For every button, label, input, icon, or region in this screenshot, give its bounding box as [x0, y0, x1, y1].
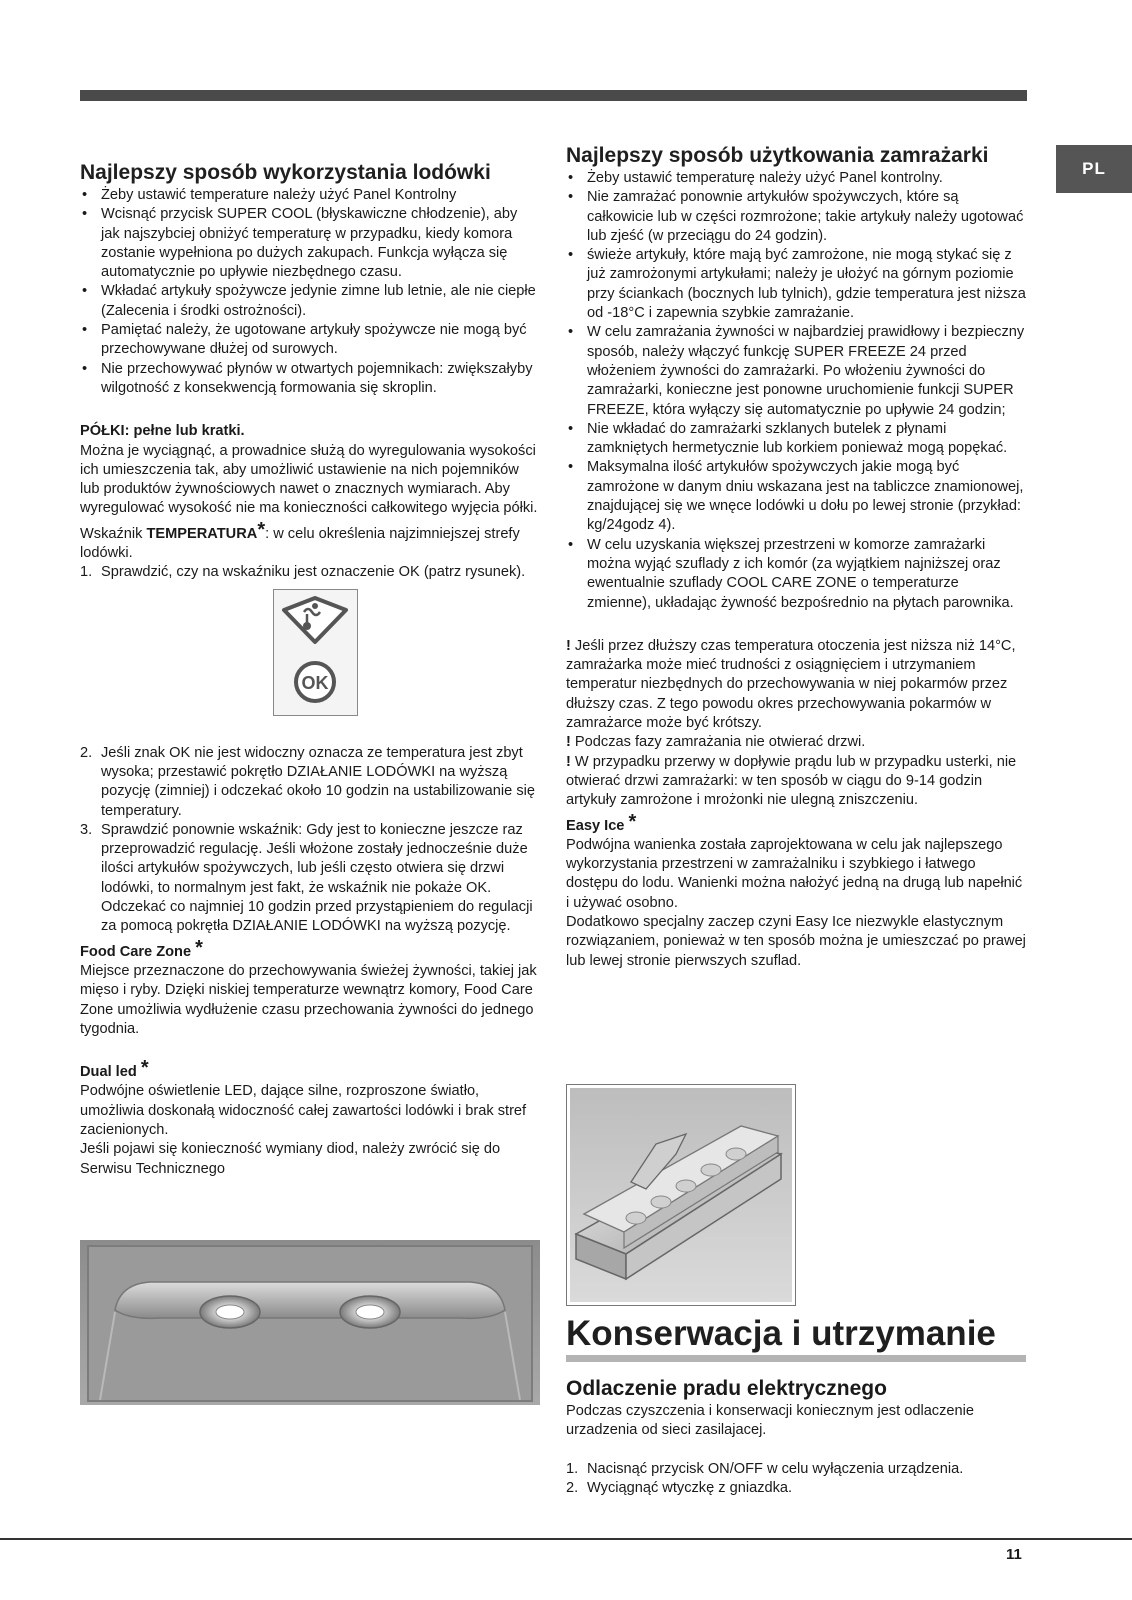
fridge-tips-list: [80, 186, 540, 398]
header-bar: [80, 90, 1027, 101]
list-item: • świeże artykuły, które mają być zamrożone, nie mogą stykać się z już zamrożonymi artykułami; należy je ułożyć na górnym poziomie przy ściankach (bocznych lub tylnich), gdzie temperatura jest niższa od -18°C i zapewnia szybkie zamrażanie.: [566, 246, 1026, 323]
easy-ice-heading: Easy Ice *: [566, 810, 637, 834]
warning-mark: !: [566, 637, 571, 654]
footer-rule: [0, 1538, 1132, 1540]
asterisk-mark: *: [628, 810, 637, 833]
list-item: • Nie zamrażać ponownie artykułów spożywczych, które są całkowicie lub w części rozmrożone; takie artykuły należy ugotować lub zjeść (w przeciągu do 24 godzin).: [566, 188, 1026, 246]
easy-ice-text-2: Dodatkowo specjalny zaczep czyni Easy Ice niezwykle elastycznym rozwiązaniem, ponieważ w ten sposób można je umieszczać po prawej lub lewej stronie pierwszych szuflad.: [566, 913, 1026, 969]
freezer-section-title: Najlepszy sposób użytkowania zamrażarki: [566, 144, 989, 167]
fridge-section-title: Najlepszy sposób wykorzystania lodówki: [80, 161, 491, 184]
list-item: 2. Jeśli znak OK nie jest widoczny oznacza ze temperatura jest zbyt wysoka; przestawić pokrętło DZIAŁANIE LODÓWKI na wyższą pozycję (zimniej) i odczekać około 10 godzin na ustabilizowanie się temperatury.: [80, 744, 535, 819]
list-item: 1. Sprawdzić, czy na wskaźniku jest oznaczenie OK (patrz rysunek).: [80, 564, 526, 581]
shelves-heading: PÓŁKI: pełne lub kratki.: [80, 423, 245, 440]
right-column: [566, 143, 1026, 971]
warning-note: ! W przypadku przerwy w dopływie prądu lub w przypadku usterki, nie otwierać drzwi zamrażarki: w ten sposób w ciągu do 9-14 godzin artykuły zamrożone i mrożonki nie ulegną zniszczeniu.: [566, 753, 1017, 809]
list-item: • Wcisnąć przycisk SUPER COOL (błyskawiczne chłodzenie), aby jak najszybciej obniżyć temperaturę w przypadku, kiedy komora zostanie wypełniona po dużych zakupach. Funkcja wyłącza się automatycznie po upływie niezbędnego czasu.: [80, 205, 540, 282]
disconnect-power-text: Podczas czyszczenia i konserwacji koniecznym jest odlaczenie urzadzenia od sieci zasilajacej.: [566, 1403, 974, 1439]
temperature-indicator-intro: Wskaźnik TEMPERATURA*: w celu określenia najzimniejszej strefy lodówki.: [80, 518, 520, 562]
disconnect-steps-list: [566, 1460, 1026, 1499]
list-item: • Nie przechowywać płynów w otwartych pojemnikach: zwiększałyby wilgotność z konsekwencją formowania się skroplin.: [80, 360, 540, 399]
shelves-text: Można je wyciągnąć, a prowadnice służą do wyregulowania wysokości ich umieszczenia tak, aby umożliwić ustawienie na nich pojemników lub produktów żywnościowych nawet o znacznych wymiarach. Aby wyregulować wysokość nie ma konieczności całkowitego wyjęcia półki.: [80, 442, 538, 517]
asterisk-mark: *: [257, 518, 266, 541]
title-underline: [566, 1355, 1026, 1362]
disconnect-power-heading: Odlaczenie pradu elektrycznego: [566, 1377, 887, 1400]
easy-ice-tray-illustration: [566, 1084, 796, 1306]
left-column: [80, 160, 540, 1179]
dual-led-heading: Dual led *: [80, 1057, 149, 1081]
list-item: • Maksymalna ilość artykułów spożywczych jakie mogą być zamrożone w danym dniu wskazana jest na tabliczce znamionowej, znajdującej się we wnęce lodówki u dołu po lewej stronie (przykład: kg/24godz 4).: [566, 458, 1026, 535]
list-item: 1. Nacisnąć przycisk ON/OFF w celu wyłączenia urządzenia.: [566, 1460, 964, 1477]
food-care-zone-text: Miejsce przeznaczone do przechowywania świeżej żywności, takiej jak mięso i ryby. Dzięki niskiej temperaturze wewnątrz komory, Food Care Zone umożliwia wydłużenie czasu przechowania żywności do jednego tygodnia.: [80, 962, 537, 1037]
list-item: • Żeby ustawić temperaturę należy użyć Panel kontrolny.: [566, 169, 1026, 188]
list-item: • W celu uzyskania większej przestrzeni w komorze zamrażarki można wyjąć szuflady z ich komór (za wyjątkiem najniższej oraz ewentualnie szuflady COOL CARE ZONE o temperaturze zmienne), układając żywność bezpośrednio na płytach parownika.: [566, 536, 1026, 613]
warning-mark: !: [566, 753, 571, 770]
language-tab: PL: [1056, 145, 1132, 193]
list-item: 2. Wyciągnąć wtyczkę z gniazdka.: [566, 1479, 793, 1496]
list-item: • W celu zamrażania żywności w najbardziej prawidłowy i bezpieczny sposób, należy włączyć funkcję SUPER FREEZE 24 przed włożeniem żywności do zamrażarki. Po włożeniu żywności do zamrażarki, konieczne jest ponowne uruchomienie funkcji SUPER FREEZE, która wyłączy się automatycznie po upływie 24 godzin;: [566, 323, 1026, 419]
indicator-steps-list: [80, 563, 540, 582]
list-item: • Pamiętać należy, że ugotowane artykuły spożywcze nie mogą być przechowywane dłużej od surowych.: [80, 321, 540, 360]
dual-led-lamp-illustration: [80, 1240, 540, 1405]
ok-label: OK: [301, 672, 329, 693]
dual-led-text: Podwójne oświetlenie LED, dające silne, rozproszone światło, umożliwia doskonałą widoczność całej zawartości lodówki i brak stref zacienionych.: [80, 1083, 527, 1138]
list-item: • Wkładać artykuły spożywcze jedynie zimne lub letnie, ale nie ciepłe (Zalecenia i środki ostrożności).: [80, 282, 540, 321]
warning-mark: !: [566, 734, 571, 751]
maintenance-section: [566, 1314, 1026, 1498]
maintenance-title: Konserwacja i utrzymanie: [566, 1314, 996, 1353]
list-item: • Żeby ustawić temperature należy użyć Panel Kontrolny: [80, 186, 540, 205]
food-care-zone-heading: Food Care Zone *: [80, 936, 203, 960]
asterisk-mark: *: [140, 1057, 149, 1080]
temperature-indicator-icon: [273, 589, 358, 716]
dual-led-service-text: Jeśli pojawi się konieczność wymiany diod, należy zwrócić się do Serwisu Technicznego: [80, 1141, 501, 1177]
easy-ice-text: Podwójna wanienka została zaprojektowana w celu jak najlepszego wykorzystania przestrzeni w zamrażalniku i szybkiego i łatwego dostępu do lodu. Wanienki można nałożyć jedną na drugą lub napełnić i używać osobno.: [566, 836, 1023, 911]
page-number: 11: [1006, 1546, 1022, 1563]
list-item: • Nie wkładać do zamrażarki szklanych butelek z płynami zamkniętych hermetycznie lub korkiem ponieważ mogą popękać.: [566, 420, 1026, 459]
indicator-steps-list-cont: [80, 744, 540, 937]
warning-note: ! Jeśli przez dłuższy czas temperatura otoczenia jest niższa niż 14°C, zamrażarka może mieć trudności z osiągnięciem i utrzymaniem temperatur niezbędnych do przechowywania w niej pokarmów przez dłuższy czas. Z tego powodu okres przechowywania pokarmów w zamrażarce może być krótszy.: [566, 637, 1016, 732]
list-item: 3. Sprawdzić ponownie wskaźnik: Gdy jest to konieczne jeszcze raz przeprowadzić regulację. Jeśli włożone zostały jednocześnie duże ilości artykułów spożywczych, lub jeśli często otwiera się drzwi lodówki, to normalnym jest fakt, że wskaźnik nie pokaże OK. Odczekać co najmniej 10 godzin przed przystąpieniem do regulacji za pomocą pokrętła DZIAŁANIE LODÓWKI na wyższą pozycję.: [80, 821, 533, 935]
asterisk-mark: *: [195, 936, 203, 959]
warning-note: ! Podczas fazy zamrażania nie otwierać drzwi.: [566, 734, 866, 751]
freezer-tips-list: [566, 169, 1026, 613]
